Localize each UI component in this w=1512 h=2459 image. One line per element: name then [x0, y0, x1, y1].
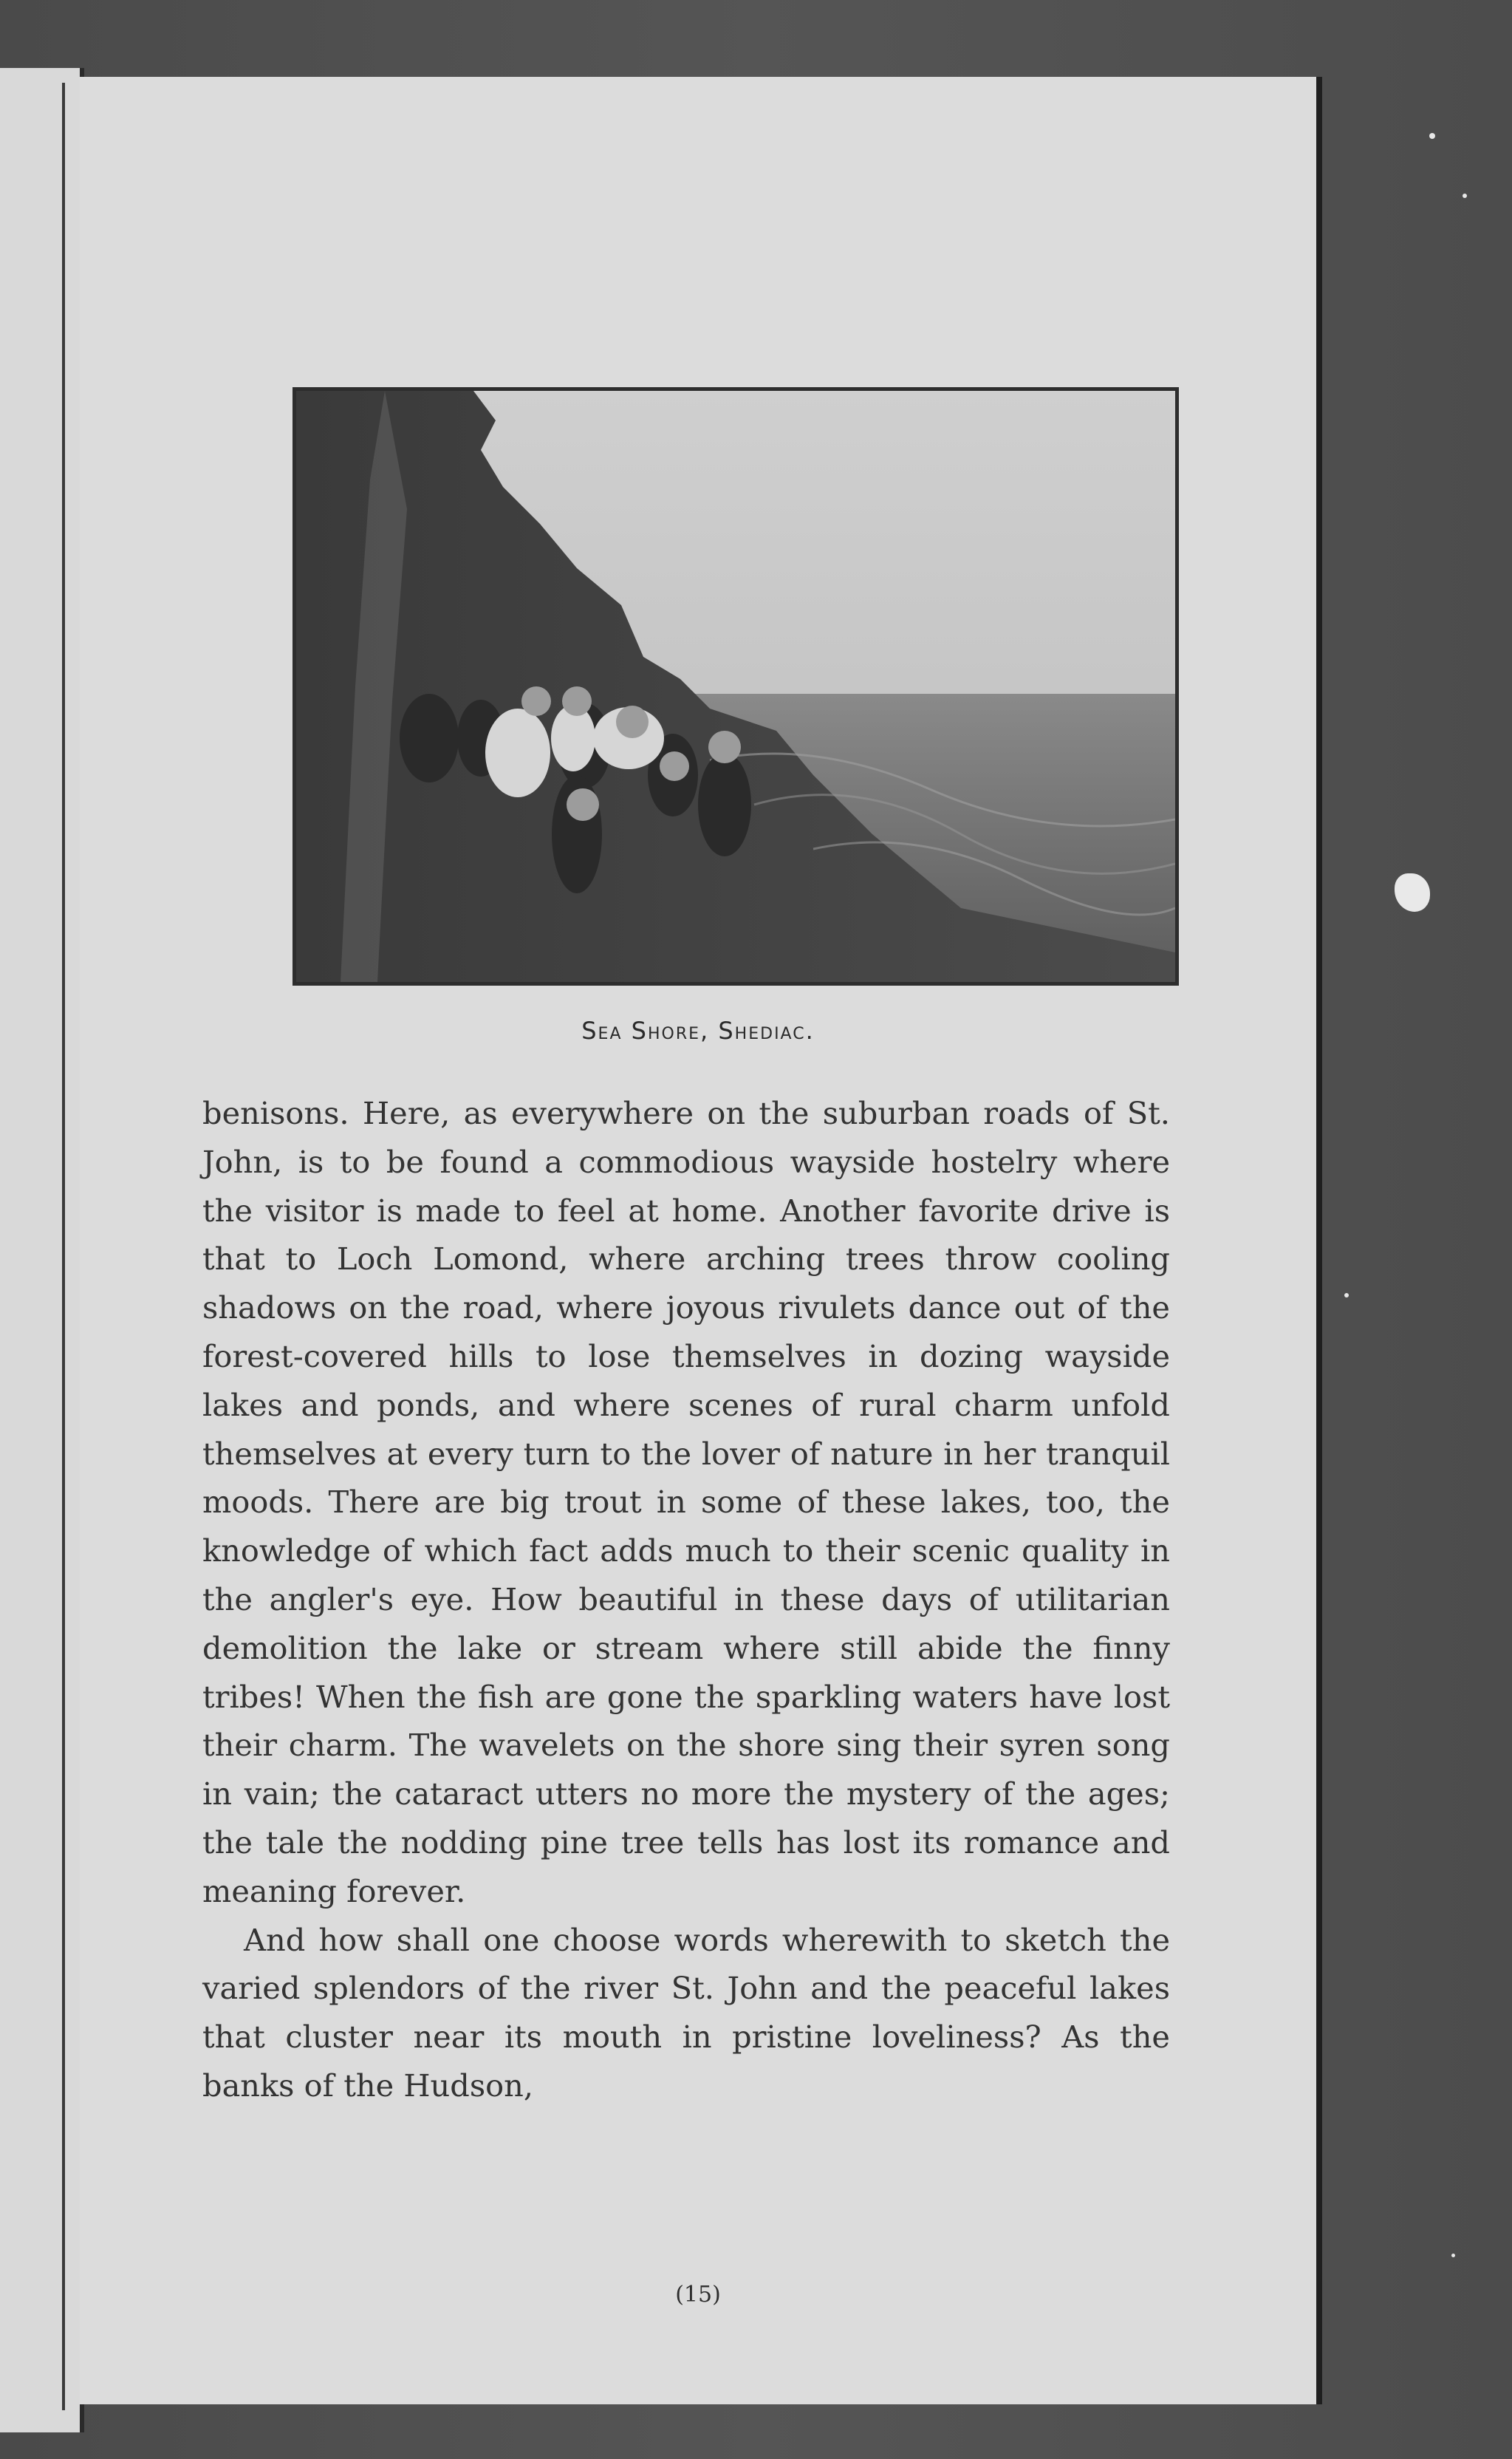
scan-speck: [1344, 1293, 1349, 1297]
page-number: (15): [675, 2282, 721, 2308]
scan-speck: [1429, 133, 1435, 139]
scan-speck: [1451, 2254, 1455, 2257]
body-text: [202, 1089, 1170, 2110]
book-page: [80, 77, 1316, 2404]
page-gutter-line: [62, 83, 65, 2410]
scan-speck: [1463, 194, 1467, 198]
paragraph: And how shall one choose words wherewith to sketch the varied splendors of the river St. John and the peaceful lakes that cluster near its mouth in pristine loveliness? As the banks of the Hudson,: [202, 1921, 1170, 2104]
paragraph: benisons. Here, as everywhere on the suburban roads of St. John, is to be found a commodious wayside hostelry where the visitor is made to feel at home. Another favorite drive is that to Loch Lomond, where arching trees throw cooling shadows on the road, where joyous rivulets dance out of the forest-covered hills to lose themselves in dozing wayside lakes and ponds, and where scenes of rural charm unfold themselves at every turn to the lover of nature in her tranquil moods. There are big trout in some of these lakes, too, the knowledge of which fact adds much to their scenic quality in the angler's eye. How beautiful in these days of utilitarian demolition the lake or stream where still abide the finny tribes! When the fish are gone the sparkling waters have lost their charm. The wavelets on the shore sing their syren song in vain; the cataract utters no more the mystery of the ages; the tale the nodding pine tree tells has lost its romance and meaning forever.: [202, 1095, 1170, 1909]
facing-page-edge: [0, 68, 84, 2432]
sea-shore-photograph: [293, 387, 1179, 986]
photo-caption: Sea Shore, Shediac.: [581, 1017, 815, 1045]
